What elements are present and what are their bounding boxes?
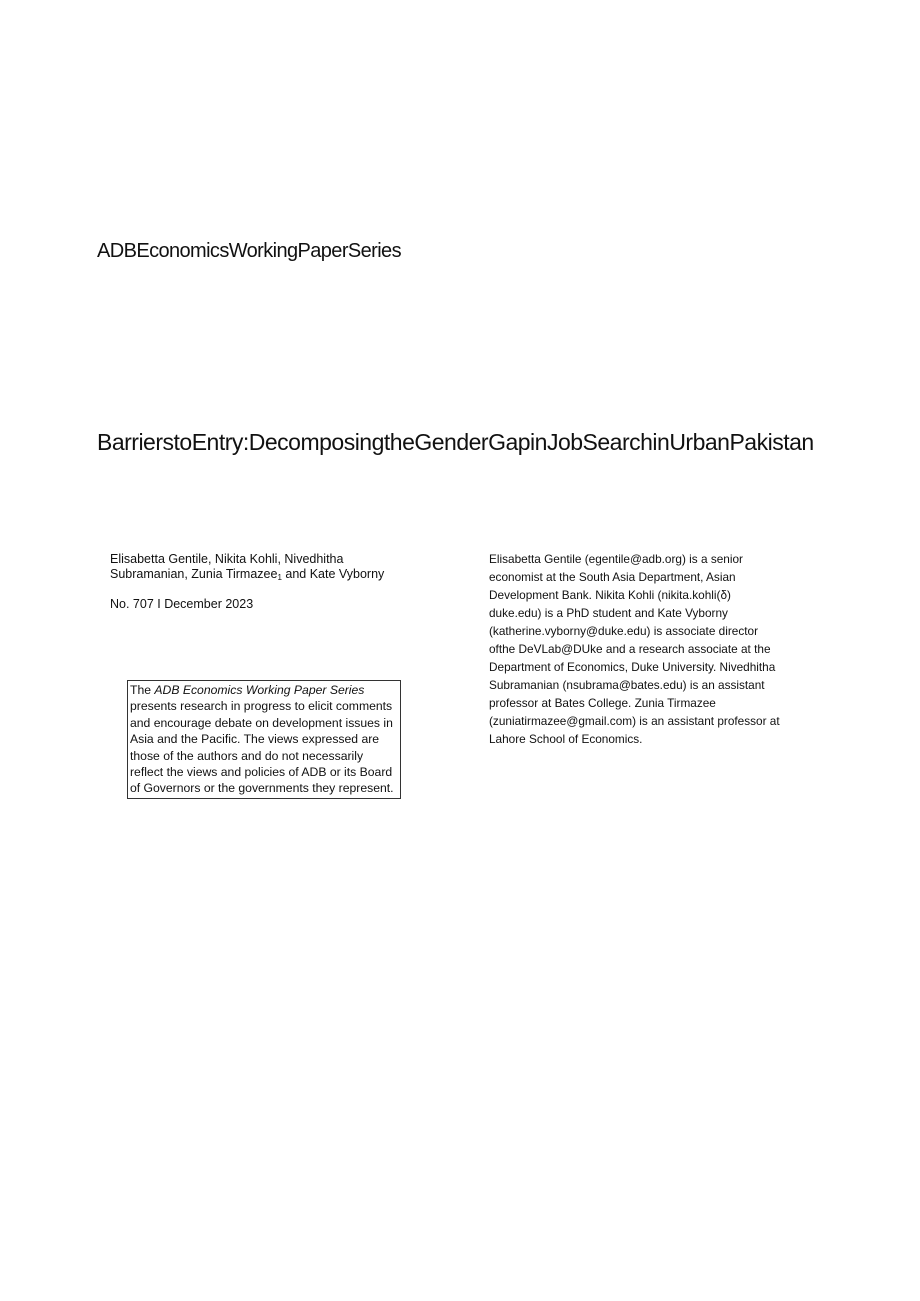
disclaimer-series-name: ADB Economics Working Paper Series [154, 683, 365, 697]
affiliation-line: (katherine.vyborny@duke.edu) is associate director [489, 624, 759, 638]
disclaimer-prefix: The [130, 683, 155, 697]
disclaimer-box [127, 680, 401, 799]
affiliation-line: professor at Bates College. Zunia Tirmazee [489, 696, 716, 710]
affiliation-line: (zuniatirmazee@gmail.com) is an assistant professor at [489, 714, 780, 728]
series-name: ADBEconomicsWorkingPaperSeries [97, 240, 401, 262]
author-line-1: Elisabetta Gentile, Nikita Kohli, Nivedhitha [110, 552, 344, 566]
author-list [110, 552, 430, 585]
author-line-2-prefix: Subramanian, Zunia Tirmazee [110, 567, 278, 581]
affiliation-line: Elisabetta Gentile (egentile@adb.org) is a senior [489, 552, 743, 566]
affiliation-line: Subramanian (nsubrama@bates.edu) is an assistant [489, 678, 765, 692]
affiliation-line: economist at the South Asia Department, Asian [489, 570, 736, 584]
disclaimer-text: presents research in progress to elicit comments and encourage debate on development issues in Asia and the Pacific. The views expressed are those of the authors and do not necessarily reflect the views and policies of ADB or its Board of Governors or the governments they represent. [130, 699, 394, 796]
affiliation-line: duke.edu) is a PhD student and Kate Vyborny [489, 606, 728, 620]
author-line-2 [110, 567, 430, 585]
issue-number-date: No. 707 I December 2023 [110, 597, 254, 611]
affiliation-line: ofthe DeVLab@DUke and a research associate at the [489, 642, 771, 656]
affiliation-line: Development Bank. Nikita Kohli (nikita.kohli(δ) [489, 588, 731, 602]
paper-title: BarrierstoEntry:DecomposingtheGenderGapinJobSearchinUrbanPakistan [97, 429, 814, 455]
author-footnote-marker: 1 [277, 573, 282, 582]
author-affiliations [489, 550, 799, 748]
author-line-2-suffix: and Kate Vyborny [281, 567, 385, 581]
affiliation-line: Department of Economics, Duke University. Nivedhitha [489, 660, 776, 674]
affiliation-line: Lahore School of Economics. [489, 732, 643, 746]
